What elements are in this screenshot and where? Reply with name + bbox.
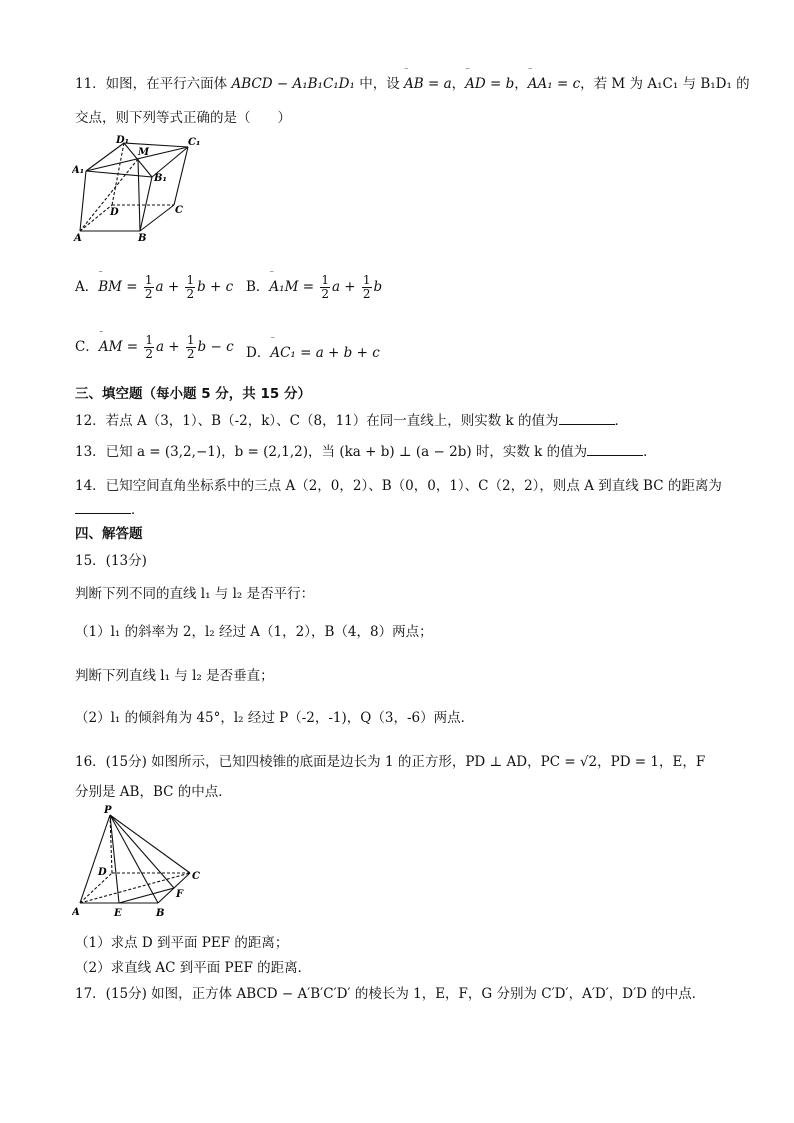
q16-sub2: （2）求直线 AC 到平面 PEF 的距离．	[75, 960, 312, 976]
vector-ab: ⁻ AB = a	[404, 76, 452, 92]
q15-line4: （2）l₁ 的倾斜角为 45°，l₂ 经过 P（-2，-1)，Q（3，-6）两点．	[75, 710, 475, 726]
q13: 13．已知 a = (3,2,−1)，b = (2,1,2)，当 (ka + b) ⊥ (a − 2b) 时，实数 k 的值为 ．	[75, 444, 657, 460]
q14: 14．已知空间直角坐标系中的三点 A（2，0，2）、B（0，0，1）、C（2，2），则点 A 到直线 BC 的距离为	[75, 478, 722, 494]
option-a: A．⁻ BM = $\frac{1}{2}$ a + $\frac{1}{2}$ b + c	[75, 274, 233, 301]
q16-sub1: （1）求点 D 到平面 PEF 的距离；	[75, 935, 289, 951]
label-b: B	[138, 233, 147, 243]
label-a1: A₁	[72, 165, 85, 176]
q14-answer: ．	[75, 498, 145, 518]
q12: 12．若点 A（3，1）、B（-2，k）、C（8，11）在同一直线上，则实数 k 的值为 ．	[75, 413, 629, 429]
parallelepiped-figure	[72, 133, 208, 243]
option-c: C．⁻ AM = $\frac{1}{2}$ a + $\frac{1}{2}$ b − c	[75, 334, 234, 361]
vector-ad: ⁻ AD = b	[465, 76, 514, 92]
q15-head: 15．(13分)	[75, 553, 147, 569]
q11-line1: 11．如图，在平行六面体 ABCD − A₁B₁C₁D₁ 中，设 ⁻ AB = a，⁻ AD = b，⁻ AA₁ = c，若 M 为 A₁C₁ 与 B₁D₁ 的	[75, 72, 750, 92]
q16-line2: 分别是 AB，BC 的中点．	[75, 784, 232, 800]
q15-line3: 判断下列直线 l₁ 与 l₂ 是否垂直；	[75, 668, 274, 684]
q15-line1: 判断下列不同的直线 l₁ 与 l₂ 是否平行：	[75, 586, 315, 602]
label-a: A	[74, 233, 82, 243]
label-d: D	[98, 867, 107, 878]
q17: 17．(15分) 如图，正方体 ABCD − A′B′C′D′ 的棱长为 1，E，F，G 分别为 C′D′，A′D′，D′D 的中点．	[75, 986, 706, 1002]
q11-line2: 交点，则下列等式正确的是（ ）	[75, 110, 291, 126]
label-p: P	[104, 805, 112, 816]
section-3-heading: 三、填空题（每小题 5 分，共 15 分）	[75, 386, 311, 402]
label-e: E	[114, 908, 122, 919]
section-4-heading: 四、解答题	[75, 526, 143, 542]
vector-aa1: ⁻ AA₁ = c	[528, 76, 580, 92]
label-m: M	[138, 147, 150, 158]
q16-line1: 16．(15分) 如图所示，已知四棱锥的底面是边长为 1 的正方形，PD ⊥ AD，PC = √2，PD = 1，E，F	[75, 754, 706, 770]
label-a: A	[72, 907, 80, 918]
label-b: B	[156, 908, 165, 919]
label-c: C	[175, 205, 183, 216]
option-d: D．⁻ AC₁ = a + b + c	[246, 341, 380, 361]
q15-line2: （1）l₁ 的斜率为 2，l₂ 经过 A（1，2），B（4，8）两点；	[75, 624, 433, 640]
label-d: D	[110, 207, 119, 218]
option-b: B．⁻ A₁M = $\frac{1}{2}$ a + $\frac{1}{2}$ b	[246, 274, 382, 301]
label-d1: D₁	[116, 135, 130, 146]
label-c: C	[192, 871, 200, 882]
pyramid-figure	[72, 803, 212, 921]
label-c1: C₁	[188, 137, 201, 148]
label-f: F	[176, 889, 184, 900]
label-b1: B₁	[154, 173, 167, 184]
